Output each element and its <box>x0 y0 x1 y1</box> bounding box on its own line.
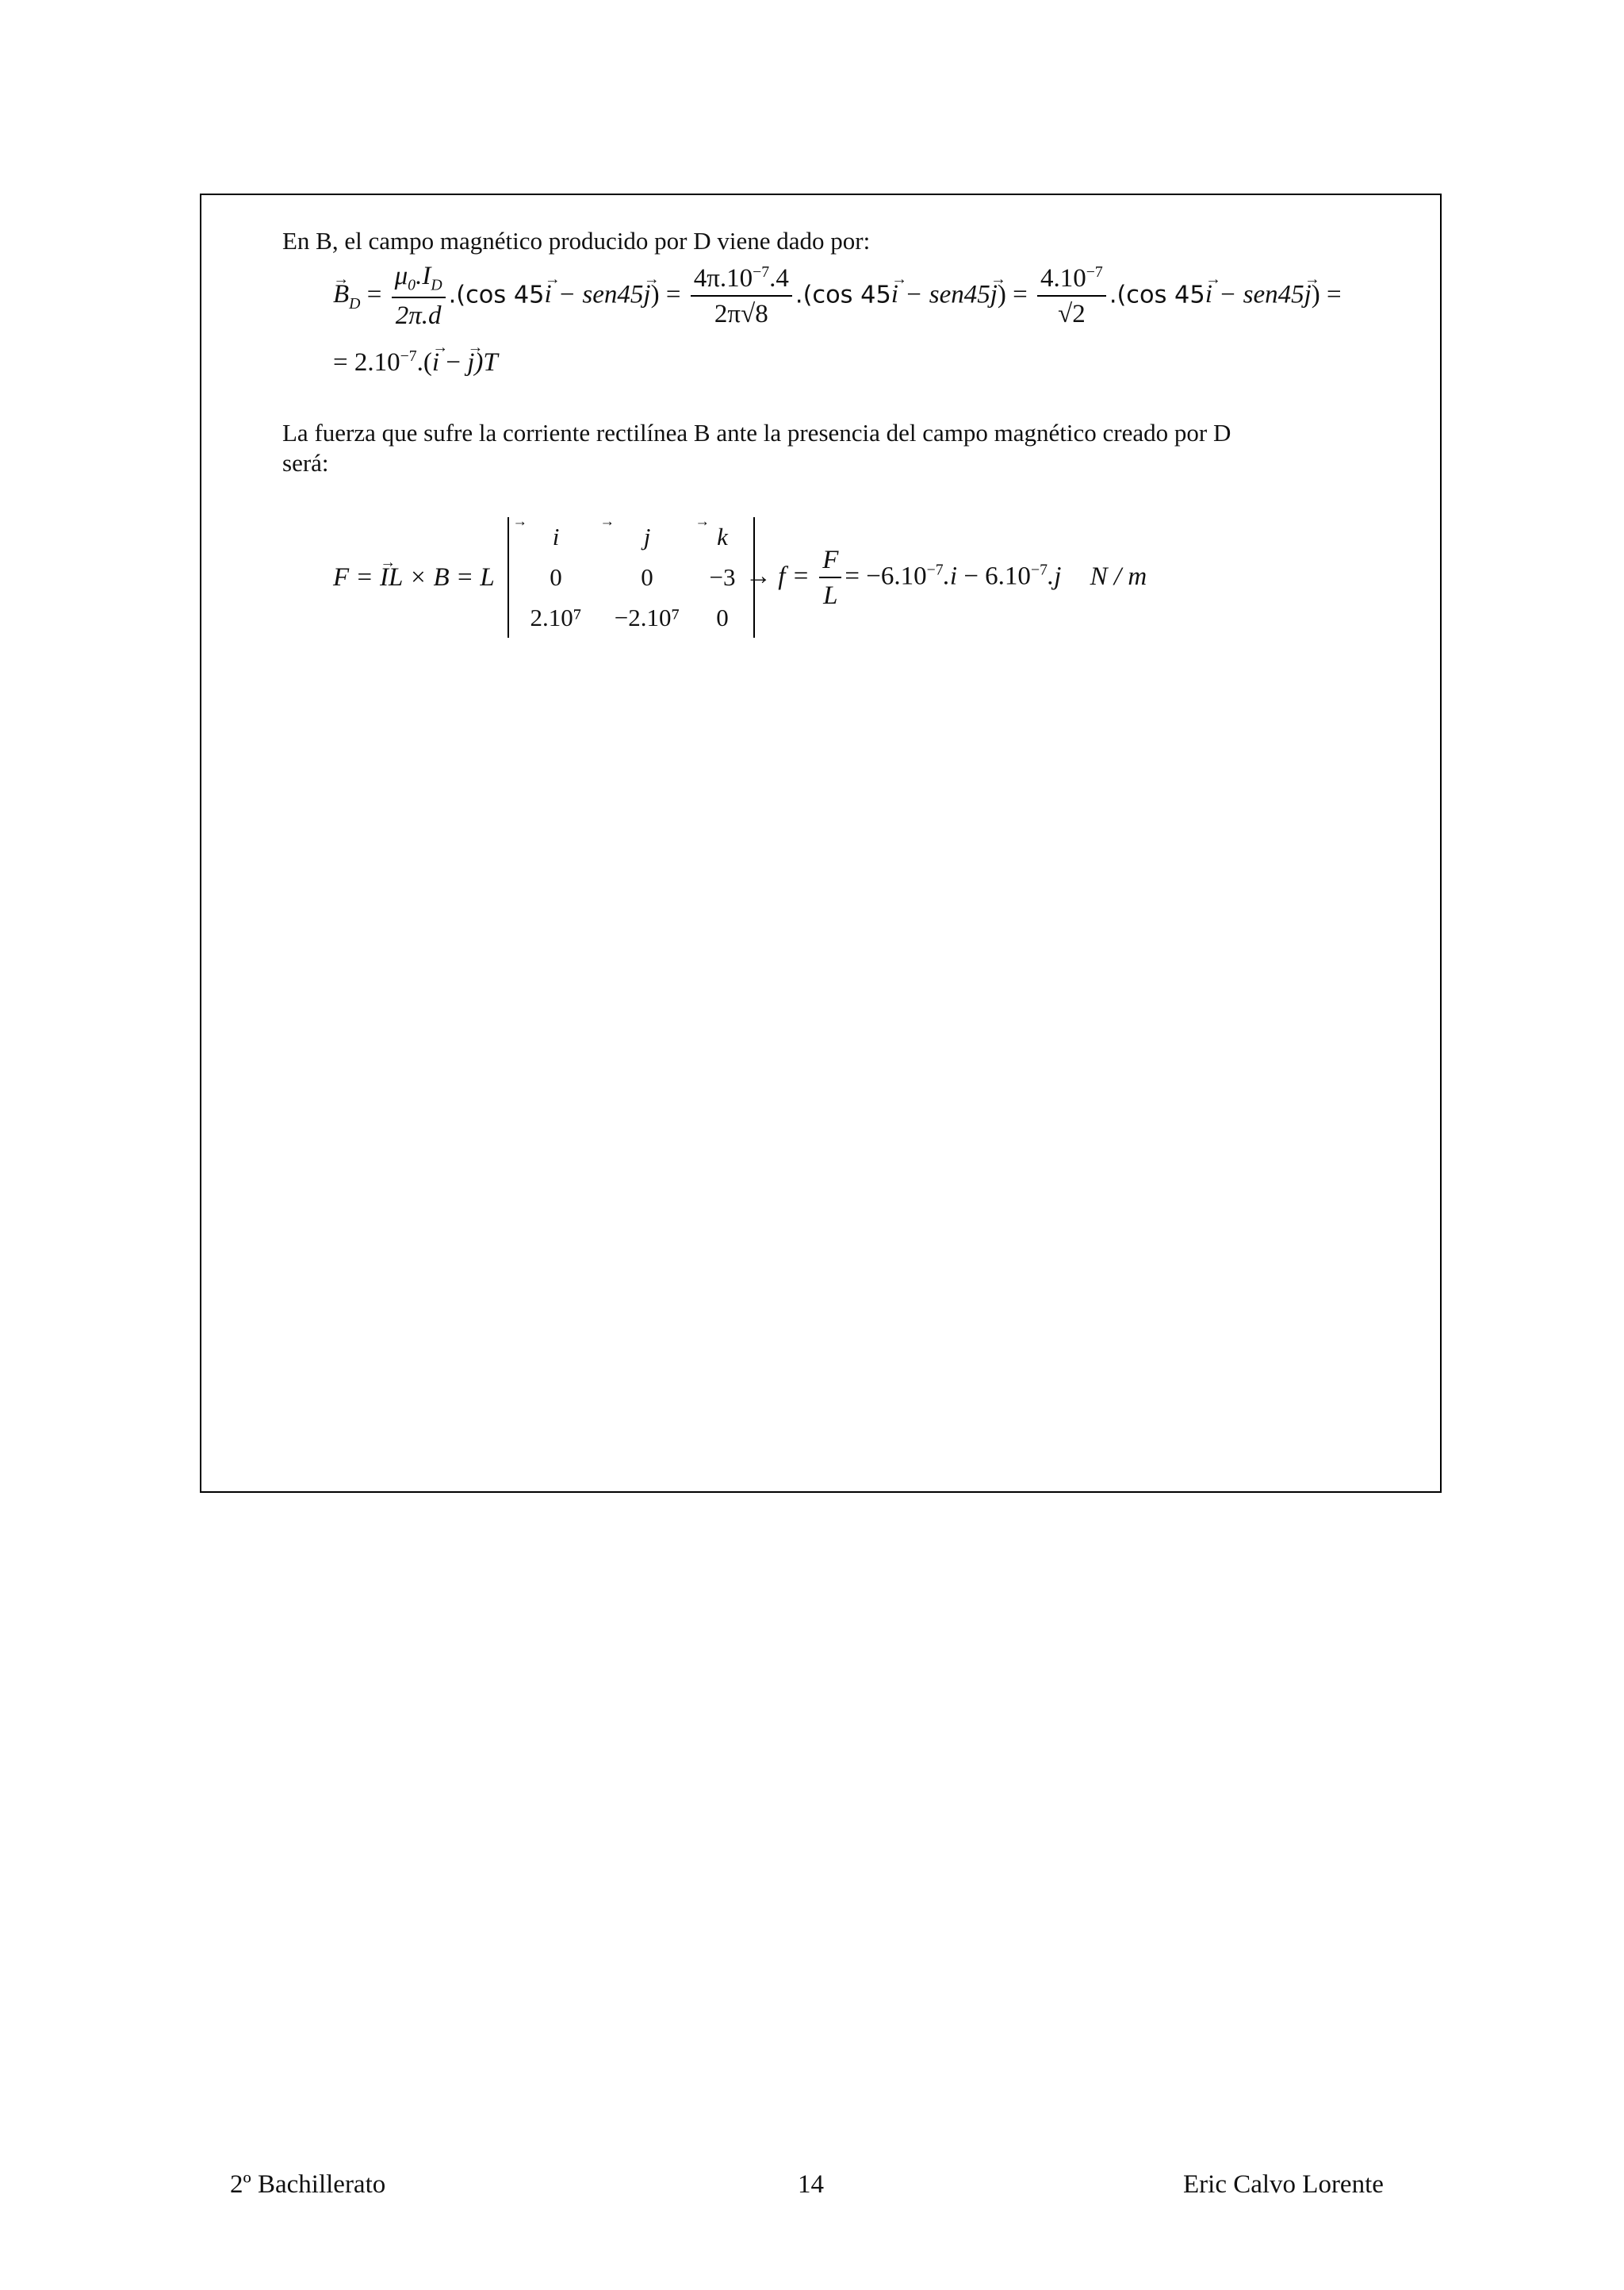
trig-minus-2: − sen45 <box>898 280 990 309</box>
b-subscript: D <box>349 294 361 313</box>
eq2-minus: − <box>439 348 468 377</box>
trig-minus-1: − sen45 <box>551 280 644 309</box>
trig-open-2: .(cos 45 <box>795 281 891 309</box>
current-symbol: .I <box>416 262 431 290</box>
fraction-mu-den: 2π.d <box>395 301 442 331</box>
matrix-cell: → k <box>695 522 750 553</box>
fraction-f-l <box>819 547 841 609</box>
f2-den: 2π√8 <box>714 300 768 329</box>
vec-j-2: → j <box>990 282 998 308</box>
intro-line: En B, el campo magnético producido por D viene dado por: <box>282 227 871 255</box>
equation-result-b <box>333 349 498 376</box>
trig-open-1: .(cos 45 <box>448 281 545 309</box>
matrix-cell: 0 <box>641 562 653 591</box>
trig-close-3: ) = <box>1311 280 1342 309</box>
page-number: 14 <box>798 2170 824 2199</box>
vec-i-3: → i <box>1205 282 1212 308</box>
equation-force-rhs <box>745 547 1147 609</box>
footer-left: 2º Bachillerato <box>230 2170 386 2199</box>
fraction-mu <box>392 263 446 329</box>
f2-exp: −7 <box>753 263 770 282</box>
matrix-cell: → i <box>512 522 599 553</box>
frac-f: F <box>819 547 841 578</box>
result-b: − 6.10 <box>957 562 1031 591</box>
matrix-cell: −3 <box>709 562 736 591</box>
trig-close-2: ) = <box>997 280 1028 309</box>
mu-subscript: 0 <box>408 276 416 294</box>
matrix-cell: 0 <box>550 562 562 591</box>
b-vector: → B <box>333 282 349 308</box>
content-box <box>200 194 1442 1493</box>
eq3-vec-i: → I <box>380 565 389 591</box>
footer-author: Eric Calvo Lorente <box>1183 2170 1384 2199</box>
units: N / m <box>1090 562 1147 591</box>
matrix-cell: 2.10⁷ <box>530 603 582 631</box>
eq3-lhs: F = <box>333 563 380 592</box>
eq2-vec-i: → i <box>432 350 439 376</box>
eq3-arrow: → f = <box>745 562 810 591</box>
matrix-cell: −2.10⁷ <box>614 603 680 631</box>
current-subscript: D <box>431 276 442 294</box>
vec-j-1: → j <box>643 282 650 308</box>
fraction-4-10 <box>1037 265 1106 328</box>
f3-exp: −7 <box>1086 263 1103 282</box>
force-text-line1: La fuerza que sufre la corriente rectilínea B ante la presencia del campo magnético creado por D <box>282 419 1231 447</box>
eq3-lhs-tail: L × B = L <box>388 563 495 592</box>
matrix-cell: 0 <box>716 603 729 631</box>
equation-force-lhs <box>333 565 495 591</box>
vec-j-3: → j <box>1304 282 1312 308</box>
result-b-tail: .j <box>1047 562 1062 591</box>
trig-open-3: .(cos 45 <box>1109 281 1205 309</box>
f2-num: 4π.10 <box>693 264 753 293</box>
eq2-mid: .( <box>416 348 432 377</box>
vec-i-2: → i <box>891 282 898 308</box>
mu-symbol: μ <box>394 262 408 290</box>
eq2-suffix: )T <box>474 348 498 377</box>
f3-den: √2 <box>1058 300 1086 329</box>
trig-close-1: ) = <box>650 280 681 309</box>
force-text-line2: será: <box>282 449 329 477</box>
determinant-matrix <box>508 517 755 638</box>
result-a-tail: .i <box>943 562 958 591</box>
frac-l: L <box>823 581 838 610</box>
f3-num: 4.10 <box>1040 264 1086 293</box>
f2-tail: .4 <box>769 264 789 293</box>
fraction-4pi <box>691 265 792 328</box>
eq2-exp: −7 <box>400 347 417 365</box>
eq2-vec-j: → j <box>467 350 474 376</box>
trig-minus-3: − sen45 <box>1212 280 1304 309</box>
equation-bd: → $B_D$ = $\frac{\mu_0.I_D}{2\pi.d}$ .(cos 45→ i − sen45→ j) = $\frac{4\pi.10^{-7}.4}{2\pi√8}$ .(cos 45→ i − sen45→ j) = $\frac{4.10^{-7}}{√2}$ .(cos 45→ i − sen45→ j) = <box>333 263 1342 329</box>
result-a-exp: −7 <box>926 561 944 579</box>
matrix-cell: → j <box>599 522 695 553</box>
vec-i-1: → i <box>544 282 551 308</box>
result-b-exp: −7 <box>1030 561 1048 579</box>
result-a: = −6.10 <box>845 562 927 591</box>
eq2-prefix: = 2.10 <box>333 348 400 377</box>
